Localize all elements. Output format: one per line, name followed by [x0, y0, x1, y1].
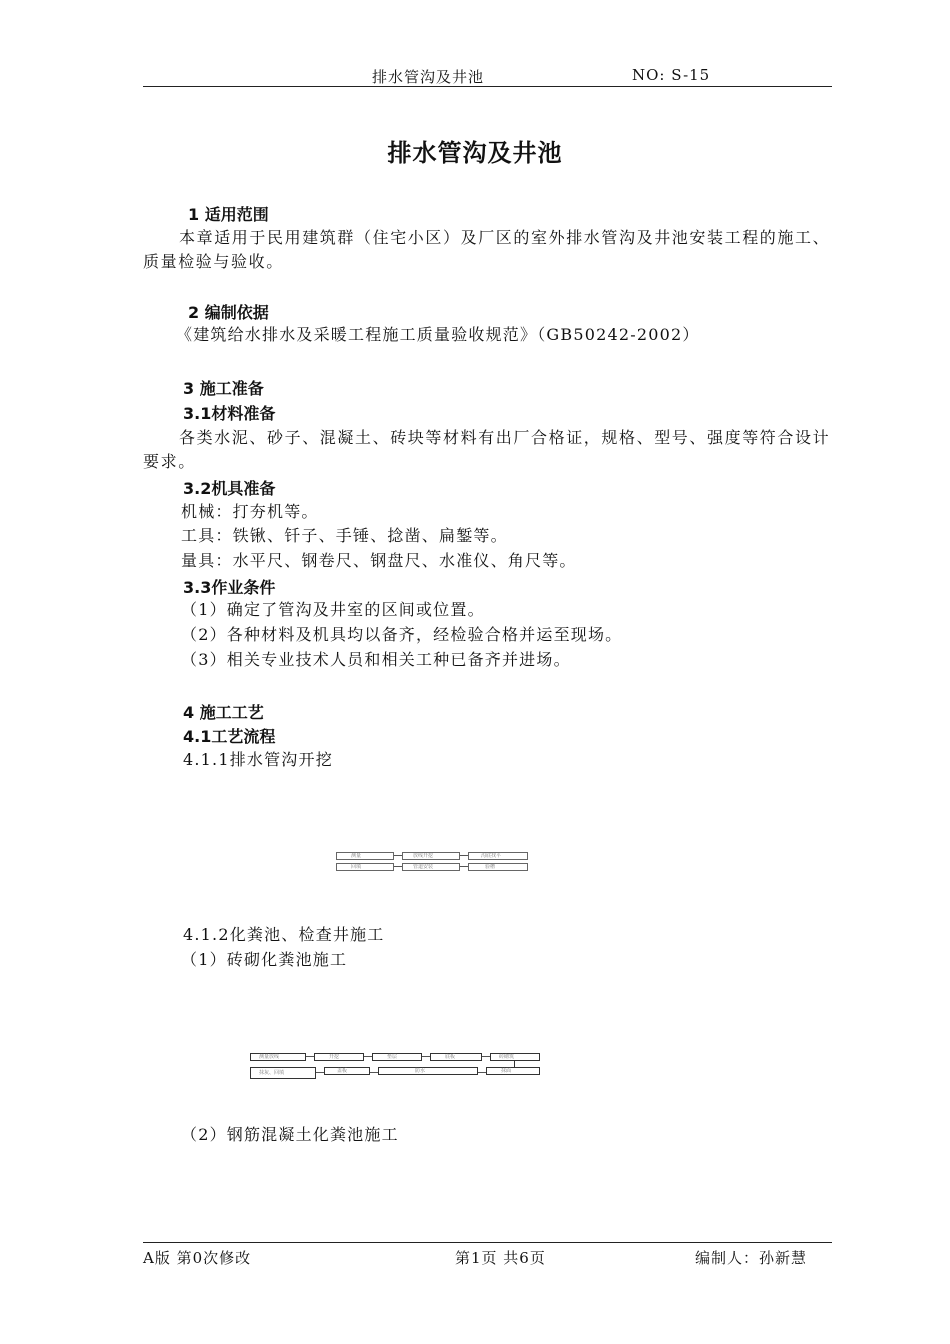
flow2-box: 垫层 [372, 1053, 422, 1061]
condition-3: （3）相关专业技术人员和相关工种已备齐并进场。 [181, 650, 571, 669]
flow2-box: 抹面 [486, 1067, 540, 1075]
section-3-2-heading: 3.2机具准备 [183, 479, 276, 498]
item-2-heading: （2）钢筋混凝土化粪池施工 [181, 1125, 399, 1144]
machinery-line: 机械：打夯机等。 [181, 502, 319, 521]
flow1-box: 验槽 [468, 863, 528, 871]
section-1-text: 本章适用于民用建筑群（住宅小区）及厂区的室外排水管沟及井池安装工程的施工、质量检验与验收。 [143, 228, 831, 271]
item-1-heading: （1）砖砌化粪池施工 [181, 950, 348, 969]
section-4-1-1-heading: 4.1.1排水管沟开挖 [183, 750, 333, 769]
section-2-text: 《建筑给水排水及采暖工程施工质量验收规范》（GB50242-2002） [176, 325, 700, 344]
condition-2: （2）各种材料及机具均以备齐，经检验合格并运至现场。 [181, 625, 623, 644]
flow2-box: 开挖 [314, 1053, 364, 1061]
septic-tank-flow-diagram [248, 1050, 543, 1080]
section-1-heading: 1 适用范围 [188, 205, 269, 224]
flow1-box: 回填 [336, 863, 394, 871]
section-4-1-2-heading: 4.1.2化粪池、检查井施工 [183, 925, 385, 944]
flow1-box: 测量 [336, 852, 394, 860]
flow1-box: 沟底找平 [468, 852, 528, 860]
section-3-1-text: 各类水泥、砂子、混凝土、砖块等材料有出厂合格证，规格、型号、强度等符合设计要求。 [143, 428, 831, 471]
footer-edition: A版 第0次修改 [143, 1249, 252, 1267]
flow2-box: 底板 [430, 1053, 482, 1061]
trench-flow-diagram [332, 850, 532, 872]
section-4-heading: 4 施工工艺 [183, 703, 264, 722]
flow1-box: 放线开挖 [402, 852, 460, 860]
footer-page-number: 第1页 共6页 [455, 1249, 546, 1267]
flow2-box: 测量放线 [250, 1053, 306, 1061]
condition-1: （1）确定了管沟及井室的区间或位置。 [181, 600, 485, 619]
flow1-box: 管道安装 [402, 863, 460, 871]
flow2-box: 盖板 [324, 1067, 370, 1075]
header-doc-no: NO: S-15 [632, 66, 711, 84]
tools-line: 工具：铁锹、钎子、手锤、捻凿、扁錾等。 [181, 526, 508, 545]
section-3-3-heading: 3.3作业条件 [183, 578, 276, 597]
header-title: 排水管沟及井池 [372, 68, 485, 86]
section-4-1-heading: 4.1工艺流程 [183, 727, 276, 746]
measuring-tools-line: 量具：水平尺、钢卷尺、钢盘尺、水准仪、角尺等。 [181, 551, 577, 570]
flow2-box: 砖砌筑 [490, 1053, 540, 1061]
section-3-heading: 3 施工准备 [183, 379, 264, 398]
page-title: 排水管沟及井池 [387, 139, 563, 167]
flow2-box: 防水 [378, 1067, 478, 1075]
flow2-box: 抹灰、回填 [250, 1067, 316, 1079]
header-rule [143, 86, 832, 87]
footer-author: 编制人：孙新慧 [695, 1249, 808, 1267]
section-2-heading: 2 编制依据 [188, 303, 269, 322]
section-3-1-heading: 3.1材料准备 [183, 404, 276, 423]
footer-rule [143, 1242, 832, 1243]
